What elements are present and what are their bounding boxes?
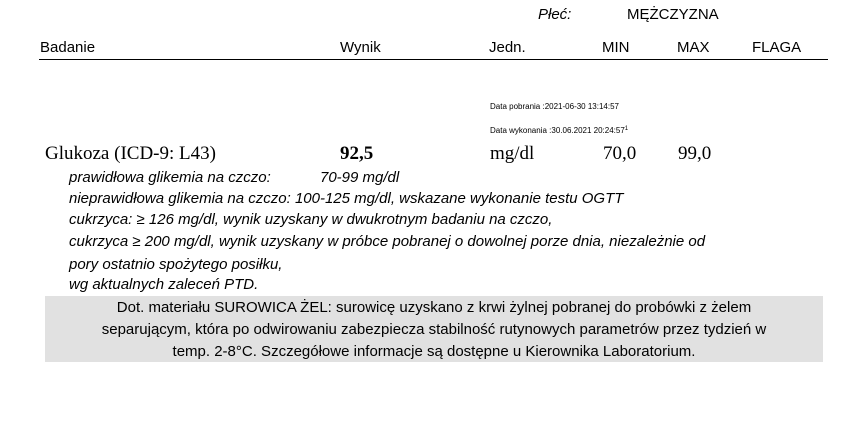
test-name: Glukoza (ICD-9: L43)	[45, 143, 216, 164]
column-header-min: MIN	[602, 39, 630, 56]
column-header-max: MAX	[677, 39, 710, 56]
column-header-test: Badanie	[40, 39, 96, 56]
interpretation-line: prawidłowa glikemia na czczo: 70-99 mg/dl	[69, 169, 400, 186]
material-note-line: temp. 2-8°C. Szczegółowe informacje są dostępne u Kierownika Laboratorium.	[172, 343, 696, 360]
reference-max: 99,0	[678, 143, 712, 164]
sex-value: MĘŻCZYZNA	[627, 6, 719, 23]
reference-min: 70,0	[603, 143, 637, 164]
material-note-line: separującym, która po odwirowaniu zabezpiecza stabilność rutynowych parametrów przez tydzień w	[101, 321, 767, 338]
column-header-flag: FLAGA	[752, 39, 802, 56]
result-value: 92,5	[340, 143, 374, 164]
interpretation-line: nieprawidłowa glikemia na czczo: 100-125 mg/dl, wskazane wykonanie testu OGTT	[69, 190, 624, 207]
result-unit: mg/dl	[490, 143, 535, 164]
collection-date: Data pobrania :2021-06-30 13:14:57	[490, 102, 619, 111]
interpretation-line: cukrzyca: ≥ 126 mg/dl, wynik uzyskany w dwukrotnym badaniu na czczo,	[69, 211, 553, 228]
interpretation-line: cukrzyca ≥ 200 mg/dl, wynik uzyskany w próbce pobranej o dowolnej porze dnia, niezależnie od	[69, 233, 706, 250]
material-note-box	[45, 296, 823, 362]
column-header-result: Wynik	[340, 39, 381, 56]
execution-date: Data wykonania :30.06.2021 $20:24:57^1$	[490, 126, 629, 135]
sex-label: Płeć:	[538, 6, 572, 23]
column-header-unit: Jedn.	[489, 39, 526, 56]
header-divider	[39, 59, 828, 60]
material-note-line: Dot. materiału SUROWICA ŻEL: surowicę uzyskano z krwi żylnej pobranej do probówki z żelem	[116, 299, 752, 316]
interpretation-line: wg aktualnych zaleceń PTD.	[69, 276, 259, 293]
interpretation-line: pory ostatnio spożytego posiłku,	[69, 256, 283, 273]
execution-footnote-marker: 1	[624, 126, 629, 132]
